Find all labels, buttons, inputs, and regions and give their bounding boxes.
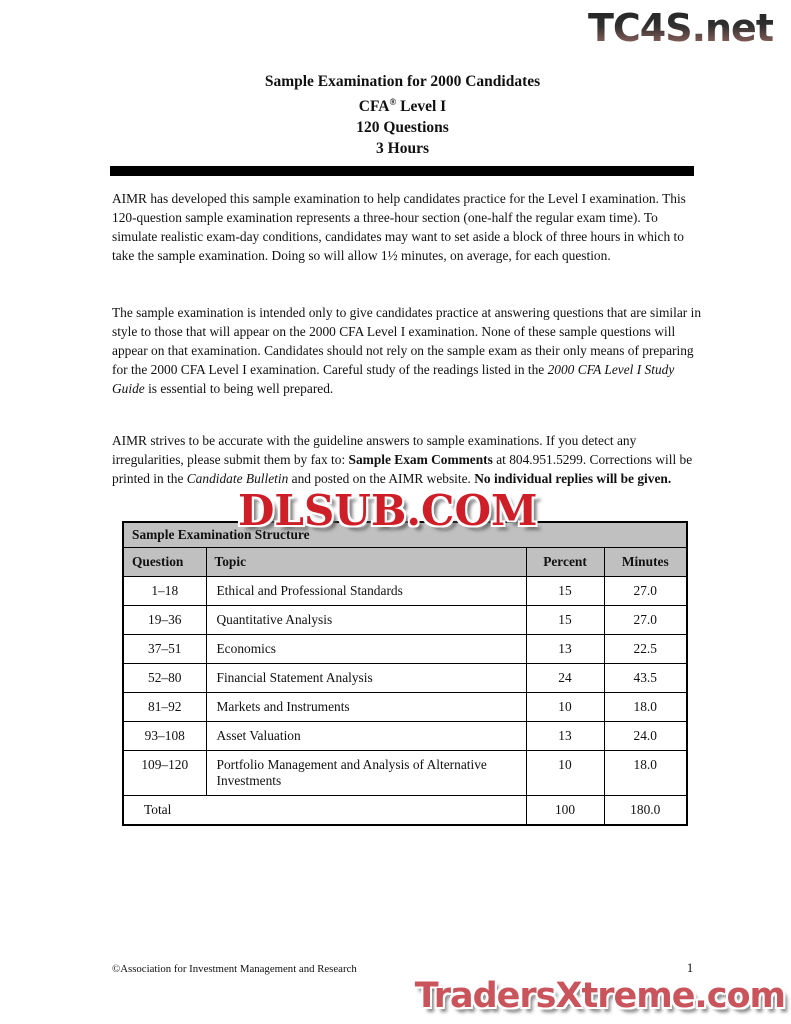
title-line-1: Sample Examination for 2000 Candidates	[264, 73, 541, 90]
horizontal-rule	[110, 166, 694, 176]
title-line-4: 3 Hours	[376, 140, 429, 158]
paragraph-2-end: is essential to being well prepared.	[144, 381, 334, 397]
table-row	[123, 722, 687, 751]
table-row	[123, 606, 687, 635]
col-header-question: Question	[123, 548, 206, 577]
question-range: 52–80	[123, 664, 206, 693]
paragraph-3-mid: at 804.951.5299. Corrections will be printed in the	[112, 452, 693, 487]
paragraph-2-text: The sample examination is intended only to give candidates practice at answering questions that are similar in style to those that will appear on the 2000 CFA Level I examination. None of these sample questions will appear on that examination. Candidates should not rely on the sample exam as their only means of preparing for the 2000 CFA Level I examination. Careful study of the readings listed in the	[112, 305, 702, 378]
table-row	[123, 693, 687, 722]
dlsub-watermark: DLSUB.COM	[238, 486, 538, 535]
question-range: 109–120	[123, 751, 206, 796]
question-range: 1–18	[123, 577, 206, 606]
total-label: Total	[123, 796, 526, 826]
percent-cell: 15	[526, 606, 604, 635]
col-header-minutes: Minutes	[604, 548, 687, 577]
no-replies-bold: No individual replies will be given.	[474, 471, 672, 487]
percent-cell: 10	[526, 693, 604, 722]
topic-cell: Quantitative Analysis	[206, 606, 526, 635]
table-row	[123, 751, 687, 796]
exam-title	[110, 71, 695, 159]
question-range: 93–108	[123, 722, 206, 751]
total-minutes: 180.0	[604, 796, 687, 826]
title-level: Level I	[396, 98, 447, 116]
table-total-row	[123, 796, 687, 826]
copyright-notice: ©Association for Investment Management and Research	[112, 963, 357, 975]
title-cfa: CFA	[358, 98, 390, 116]
topic-cell: Ethical and Professional Standards	[206, 577, 526, 606]
paragraph-3-text: AIMR strives to be accurate with the guideline answers to sample examinations. If you detect any irregularities, please submit them by fax to:	[112, 433, 637, 468]
percent-cell: 13	[526, 722, 604, 751]
percent-cell: 24	[526, 664, 604, 693]
tc4s-logo: TC4S.net	[587, 6, 773, 50]
page-number: 1	[686, 960, 694, 975]
percent-cell: 10	[526, 751, 604, 796]
total-percent: 100	[526, 796, 604, 826]
exam-structure-table	[122, 521, 688, 826]
topic-cell: Asset Valuation	[206, 722, 526, 751]
paragraph-3-mid2: and posted on the AIMR website.	[288, 471, 475, 487]
minutes-cell: 43.5	[604, 664, 687, 693]
table-row	[123, 635, 687, 664]
study-guide-italic: 2000 CFA Level I Study Guide	[112, 362, 675, 397]
paragraph-2	[112, 303, 704, 398]
table-row	[123, 577, 687, 606]
question-range: 19–36	[123, 606, 206, 635]
minutes-cell: 27.0	[604, 606, 687, 635]
minutes-cell: 27.0	[604, 577, 687, 606]
minutes-cell: 24.0	[604, 722, 687, 751]
table-header-row	[123, 548, 687, 577]
question-range: 37–51	[123, 635, 206, 664]
registered-mark: ®	[389, 97, 397, 107]
topic-cell: Financial Statement Analysis	[206, 664, 526, 693]
minutes-cell: 18.0	[604, 693, 687, 722]
table-row	[123, 664, 687, 693]
topic-cell: Portfolio Management and Analysis of Alternative Investments	[206, 751, 526, 796]
paragraph-1: AIMR has developed this sample examination to help candidates practice for the Level I examination. This 120-question sample examination represents a three-hour section (one-half the regular exam time). To simulate realistic exam-day conditions, candidates may want to set aside a block of three hours in which to take the sample examination. Doing so will allow 1½ minutes, on average, for each question.	[112, 191, 686, 264]
title-line-3: 120 Questions	[356, 119, 449, 137]
title-line-2	[110, 92, 695, 117]
topic-cell: Markets and Instruments	[206, 693, 526, 722]
tradersxtreme-logo: TradersXtreme.com	[414, 976, 785, 1016]
col-header-percent: Percent	[526, 548, 604, 577]
topic-cell: Economics	[206, 635, 526, 664]
paragraph-3	[112, 431, 704, 488]
percent-cell: 13	[526, 635, 604, 664]
candidate-bulletin-italic: Candidate Bulletin	[186, 471, 289, 487]
percent-cell: 15	[526, 577, 604, 606]
question-range: 81–92	[123, 693, 206, 722]
minutes-cell: 22.5	[604, 635, 687, 664]
col-header-topic: Topic	[206, 548, 526, 577]
sample-exam-comments-bold: Sample Exam Comments	[348, 452, 493, 468]
table-caption: Sample Examination Structure	[123, 522, 687, 548]
minutes-cell: 18.0	[604, 751, 687, 796]
